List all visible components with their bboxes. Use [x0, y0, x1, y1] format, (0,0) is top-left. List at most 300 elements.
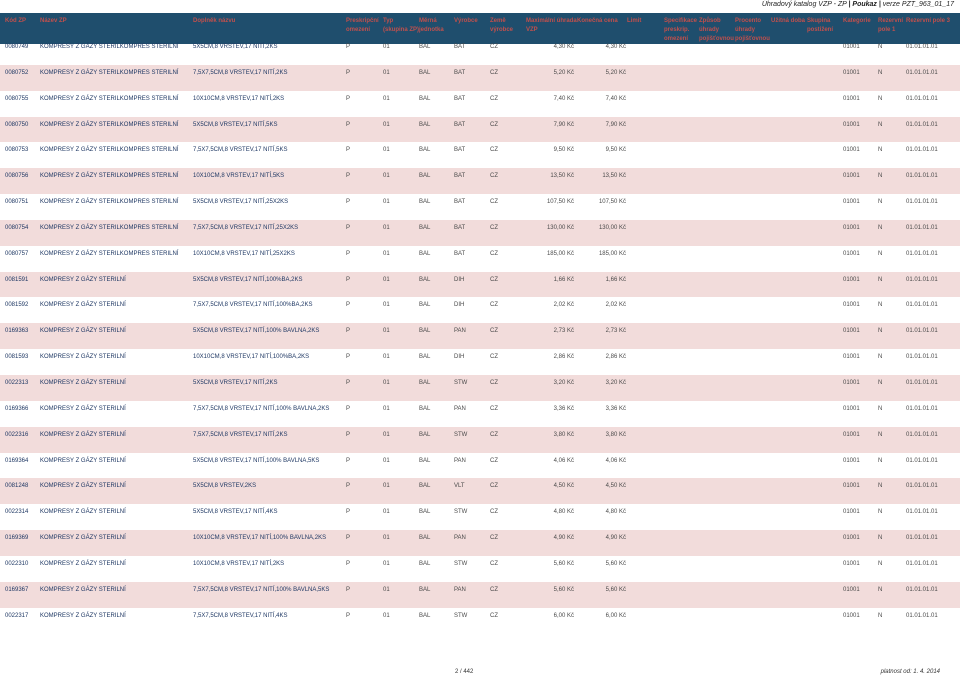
cell-rez3: 01.01.01.01 [906, 302, 938, 309]
cell-vyrobce: PAN [454, 457, 466, 464]
cell-kod: 0080757 [5, 250, 29, 257]
cell-rez3: 01.01.01.01 [906, 44, 938, 50]
cell-zeme: CZ [490, 483, 498, 490]
cell-doplnek: 10X10CM,8 VRSTEV,17 NITÍ,2KS [193, 560, 285, 567]
cell-max: 1,66 Kč [553, 276, 574, 283]
cell-rez3: 01.01.01.01 [906, 95, 938, 102]
cell-preskr: P [346, 431, 351, 438]
cell-nazev: KOMPRESY Z GÁZY STERILNÍ [40, 302, 126, 309]
cell-kategorie: 01001 [843, 302, 860, 309]
cell-kategorie: 01001 [843, 379, 860, 386]
cell-max: 2,86 Kč [553, 354, 574, 361]
cell-vyrobce: DIH [454, 354, 465, 361]
cell-preskr: P [346, 250, 351, 257]
cell-nazev: KOMPRESY Z GÁZY STERILKOMPRES STERILNÍ [40, 147, 179, 154]
cell-nazev: KOMPRESY Z GÁZY STERILNÍ [40, 276, 126, 283]
cell-nazev: KOMPRESY Z GÁZY STERILKOMPRES STERILNÍ [40, 95, 179, 102]
cell-kategorie: 01001 [843, 276, 860, 283]
cell-konecna: 4,50 Kč [605, 483, 626, 490]
cell-preskr: P [346, 276, 351, 283]
cell-vyrobce: STW [454, 509, 468, 516]
cell-merna: BAL [419, 560, 431, 567]
cell-typ: 01 [383, 95, 390, 102]
cell-zeme: CZ [490, 457, 498, 464]
cell-kategorie: 01001 [843, 535, 860, 542]
cell-typ: 01 [383, 121, 390, 128]
cell-kategorie: 01001 [843, 586, 860, 593]
cell-konecna: 2,86 Kč [605, 354, 626, 361]
table-row [0, 375, 960, 401]
cell-konecna: 3,80 Kč [605, 431, 626, 438]
cell-preskr: P [346, 147, 351, 154]
cell-konecna: 5,60 Kč [605, 586, 626, 593]
cell-merna: BAL [419, 147, 431, 154]
cell-merna: BAL [419, 224, 431, 231]
header-zeme: Země výrobce [490, 18, 514, 33]
cell-rez3: 01.01.01.01 [906, 121, 938, 128]
header-konecna: Konečná cena [577, 18, 618, 24]
cell-konecna: 130,00 Kč [598, 224, 626, 231]
cell-nazev: KOMPRESY Z GÁZY STERILNÍ [40, 560, 126, 567]
cell-typ: 01 [383, 431, 390, 438]
cell-rez1: N [878, 535, 883, 542]
cell-konecna: 4,90 Kč [605, 535, 626, 542]
header-uzitna: Užitná doba [771, 18, 805, 24]
cell-rez3: 01.01.01.01 [906, 173, 938, 180]
cell-rez3: 01.01.01.01 [906, 509, 938, 516]
cell-vyrobce: PAN [454, 535, 466, 542]
cell-rez1: N [878, 276, 883, 283]
cell-zeme: CZ [490, 612, 498, 619]
header-nazev: Název ZP [40, 18, 67, 24]
catalog-title: Úhradový katalog VZP - ZP [761, 1, 847, 8]
cell-rez1: N [878, 509, 883, 516]
cell-rez1: N [878, 483, 883, 490]
cell-rez3: 01.01.01.01 [906, 354, 938, 361]
cell-nazev: KOMPRESY Z GÁZY STERILNÍ [40, 612, 126, 619]
cell-merna: BAL [419, 276, 431, 283]
cell-kod: 0022313 [5, 379, 29, 386]
cell-rez1: N [878, 457, 883, 464]
cell-zeme: CZ [490, 199, 498, 206]
cell-nazev: KOMPRESY Z GÁZY STERILNÍ [40, 354, 126, 361]
cell-nazev: KOMPRESY Z GÁZY STERILNÍ [40, 328, 126, 335]
cell-max: 4,80 Kč [553, 509, 574, 516]
cell-max: 13,50 Kč [550, 173, 574, 180]
cell-max: 2,73 Kč [553, 328, 574, 335]
cell-doplnek: 7,5X7,5CM,8 VRSTEV,17 NITÍ,4KS [193, 612, 288, 619]
cell-vyrobce: BAT [454, 224, 466, 231]
cell-max: 9,50 Kč [553, 147, 574, 154]
cell-doplnek: 7,5X7,5CM,8 VRSTEV,17 NITÍ,25X2KS [193, 224, 299, 231]
cell-kod: 0022316 [5, 431, 29, 438]
cell-rez1: N [878, 586, 883, 593]
table-row [0, 194, 960, 220]
cell-rez1: N [878, 69, 883, 76]
cell-kategorie: 01001 [843, 44, 860, 50]
cell-max: 4,50 Kč [553, 483, 574, 490]
header-skupina: Skupina postižení [807, 18, 834, 33]
cell-konecna: 5,20 Kč [605, 69, 626, 76]
cell-preskr: P [346, 199, 351, 206]
cell-max: 7,40 Kč [553, 95, 574, 102]
cell-kategorie: 01001 [843, 431, 860, 438]
cell-konecna: 1,66 Kč [605, 276, 626, 283]
cell-kategorie: 01001 [843, 354, 860, 361]
cell-nazev: KOMPRESY Z GÁZY STERILNÍ [40, 535, 126, 542]
cell-vyrobce: PAN [454, 328, 466, 335]
cell-nazev: KOMPRESY Z GÁZY STERILKOMPRES STERILNÍ [40, 250, 179, 257]
cell-rez1: N [878, 560, 883, 567]
cell-max: 130,00 Kč [546, 224, 574, 231]
cell-preskr: P [346, 535, 351, 542]
table-row [0, 117, 960, 143]
cell-doplnek: 10X10CM,8 VRSTEV,17 NITÍ,25X2KS [193, 250, 295, 257]
cell-merna: BAL [419, 535, 431, 542]
cell-kategorie: 01001 [843, 224, 860, 231]
cell-doplnek: 5X5CM,8 VRSTEV,2KS [193, 483, 257, 490]
cell-typ: 01 [383, 560, 390, 567]
cell-konecna: 4,06 Kč [605, 457, 626, 464]
cell-vyrobce: BAT [454, 173, 466, 180]
cell-zeme: CZ [490, 560, 498, 567]
header-doplnek: Doplněk názvu [193, 18, 236, 24]
cell-kod: 0081592 [5, 302, 29, 309]
cell-max: 3,20 Kč [553, 379, 574, 386]
cell-kod: 0169369 [5, 535, 29, 542]
table-row [0, 323, 960, 349]
cell-kategorie: 01001 [843, 173, 860, 180]
cell-doplnek: 5X5CM,8 VRSTEV,17 NITÍ,25X2KS [193, 199, 289, 206]
page-number: 2 / 442 [455, 669, 474, 675]
cell-merna: BAL [419, 44, 431, 50]
cell-rez3: 01.01.01.01 [906, 612, 938, 619]
cell-rez1: N [878, 302, 883, 309]
cell-zeme: CZ [490, 354, 498, 361]
table-row [0, 39, 960, 65]
cell-rez1: N [878, 224, 883, 231]
table-row [0, 504, 960, 530]
cell-vyrobce: STW [454, 612, 468, 619]
cell-konecna: 7,90 Kč [605, 121, 626, 128]
cell-nazev: KOMPRESY Z GÁZY STERILKOMPRES STERILNÍ [40, 173, 179, 180]
cell-merna: BAL [419, 173, 431, 180]
cell-typ: 01 [383, 276, 390, 283]
cell-kod: 0080751 [5, 199, 29, 206]
cell-preskr: P [346, 173, 351, 180]
cell-rez3: 01.01.01.01 [906, 586, 938, 593]
header-kod: Kód ZP [5, 18, 26, 24]
cell-typ: 01 [383, 302, 390, 309]
cell-kod: 0081593 [5, 354, 29, 361]
cell-kod: 0022314 [5, 509, 29, 516]
table-row [0, 453, 960, 479]
cell-preskr: P [346, 95, 351, 102]
cell-konecna: 5,60 Kč [605, 560, 626, 567]
cell-konecna: 3,20 Kč [605, 379, 626, 386]
cell-typ: 01 [383, 147, 390, 154]
cell-rez3: 01.01.01.01 [906, 224, 938, 231]
cell-merna: BAL [419, 95, 431, 102]
cell-doplnek: 5X5CM,8 VRSTEV,17 NITÍ,100%BA,2KS [193, 276, 303, 283]
table-row [0, 427, 960, 453]
table-row [0, 142, 960, 168]
cell-zeme: CZ [490, 405, 498, 412]
cell-zeme: CZ [490, 95, 498, 102]
document-title: Úhradový katalog VZP - ZP | Poukaz | verze PZT_963_01_17 [761, 1, 954, 8]
cell-rez1: N [878, 379, 883, 386]
cell-nazev: KOMPRESY Z GÁZY STERILNÍ [40, 483, 126, 490]
cell-konecna: 13,50 Kč [602, 173, 626, 180]
cell-rez1: N [878, 44, 883, 50]
cell-nazev: KOMPRESY Z GÁZY STERILKOMPRES STERILNÍ [40, 199, 179, 206]
cell-vyrobce: DIH [454, 302, 465, 309]
cell-kod: 0022310 [5, 560, 29, 567]
cell-doplnek: 7,5X7,5CM,8 VRSTEV,17 NITÍ,5KS [193, 147, 288, 154]
cell-zeme: CZ [490, 586, 498, 593]
table-body [0, 39, 960, 633]
cell-doplnek: 7,5X7,5CM,8 VRSTEV,17 NITÍ,100%BA,2KS [193, 302, 313, 309]
cell-kod: 0081591 [5, 276, 29, 283]
cell-kod: 0080755 [5, 95, 29, 102]
table-row [0, 168, 960, 194]
cell-max: 185,00 Kč [546, 250, 574, 257]
table-row [0, 401, 960, 427]
cell-kod: 0080753 [5, 147, 29, 154]
cell-merna: BAL [419, 509, 431, 516]
header-spec: Specifikace preskrip. omezení [664, 18, 698, 42]
cell-merna: BAL [419, 302, 431, 309]
cell-konecna: 3,36 Kč [605, 405, 626, 412]
cell-merna: BAL [419, 69, 431, 76]
cell-kategorie: 01001 [843, 328, 860, 335]
cell-max: 5,60 Kč [553, 586, 574, 593]
cell-nazev: KOMPRESY Z GÁZY STERILKOMPRES STERILNÍ [40, 69, 179, 76]
cell-preskr: P [346, 44, 351, 50]
cell-typ: 01 [383, 457, 390, 464]
cell-typ: 01 [383, 69, 390, 76]
cell-kod: 0080749 [5, 44, 29, 50]
cell-preskr: P [346, 586, 351, 593]
cell-vyrobce: DIH [454, 276, 465, 283]
cell-zeme: CZ [490, 44, 498, 50]
cell-kategorie: 01001 [843, 457, 860, 464]
catalog-section: Poukaz [852, 1, 877, 8]
cell-max: 2,02 Kč [553, 302, 574, 309]
cell-rez1: N [878, 199, 883, 206]
cell-vyrobce: BAT [454, 199, 466, 206]
cell-merna: BAL [419, 483, 431, 490]
cell-doplnek: 10X10CM,8 VRSTEV,17 NITÍ,100% BAVLNA,2KS [193, 535, 327, 542]
cell-rez3: 01.01.01.01 [906, 69, 938, 76]
cell-preskr: P [346, 560, 351, 567]
header-typ: Typ (skupina ZP) [383, 18, 420, 33]
cell-rez1: N [878, 405, 883, 412]
cell-preskr: P [346, 612, 351, 619]
cell-doplnek: 5X5CM,8 VRSTEV,17 NITÍ,2KS [193, 379, 278, 386]
cell-kategorie: 01001 [843, 147, 860, 154]
cell-rez1: N [878, 121, 883, 128]
cell-kod: 0081248 [5, 483, 29, 490]
cell-zeme: CZ [490, 535, 498, 542]
cell-kategorie: 01001 [843, 199, 860, 206]
cell-max: 5,60 Kč [553, 560, 574, 567]
cell-max: 3,80 Kč [553, 431, 574, 438]
cell-merna: BAL [419, 431, 431, 438]
cell-vyrobce: BAT [454, 95, 466, 102]
cell-vyrobce: STW [454, 431, 468, 438]
cell-vyrobce: BAT [454, 121, 466, 128]
cell-kategorie: 01001 [843, 612, 860, 619]
cell-merna: BAL [419, 328, 431, 335]
table-row [0, 65, 960, 91]
header-rez3: Rezervní pole 3 [906, 18, 951, 24]
table-row [0, 556, 960, 582]
cell-rez3: 01.01.01.01 [906, 147, 938, 154]
cell-nazev: KOMPRESY Z GÁZY STERILNÍ [40, 379, 126, 386]
cell-kod: 0169367 [5, 586, 29, 593]
cell-konecna: 4,80 Kč [605, 509, 626, 516]
table-row [0, 608, 960, 634]
cell-kod: 0169366 [5, 405, 29, 412]
cell-konecna: 2,73 Kč [605, 328, 626, 335]
cell-rez3: 01.01.01.01 [906, 250, 938, 257]
cell-typ: 01 [383, 483, 390, 490]
catalog-version: verze PZT_963_01_17 [882, 1, 954, 8]
cell-max: 7,90 Kč [553, 121, 574, 128]
cell-merna: BAL [419, 586, 431, 593]
cell-kod: 0080752 [5, 69, 29, 76]
cell-doplnek: 7,5X7,5CM,8 VRSTEV,17 NITÍ,100% BAVLNA,5KS [193, 586, 330, 593]
cell-nazev: KOMPRESY Z GÁZY STERILNÍ [40, 509, 126, 516]
cell-merna: BAL [419, 457, 431, 464]
cell-doplnek: 5X5CM,8 VRSTEV,17 NITÍ,100% BAVLNA,2KS [193, 328, 320, 335]
header-kategorie: Kategorie [843, 18, 871, 24]
cell-nazev: KOMPRESY Z GÁZY STERILNÍ [40, 431, 126, 438]
table-row [0, 530, 960, 556]
cell-rez3: 01.01.01.01 [906, 457, 938, 464]
header-vyrobce: Výrobce [454, 18, 478, 24]
cell-typ: 01 [383, 586, 390, 593]
header-rez1: Rezervní pole 1 [878, 18, 904, 33]
cell-zeme: CZ [490, 147, 498, 154]
cell-konecna: 2,02 Kč [605, 302, 626, 309]
cell-doplnek: 7,5X7,5CM,8 VRSTEV,17 NITÍ,2KS [193, 431, 288, 438]
cell-zeme: CZ [490, 302, 498, 309]
cell-rez3: 01.01.01.01 [906, 483, 938, 490]
cell-zeme: CZ [490, 173, 498, 180]
cell-kod: 0080750 [5, 121, 29, 128]
cell-nazev: KOMPRESY Z GÁZY STERILKOMPRES STERILNÍ [40, 224, 179, 231]
cell-typ: 01 [383, 612, 390, 619]
cell-zeme: CZ [490, 276, 498, 283]
cell-max: 3,36 Kč [553, 405, 574, 412]
cell-kategorie: 01001 [843, 483, 860, 490]
cell-zeme: CZ [490, 431, 498, 438]
table-row [0, 220, 960, 246]
cell-preskr: P [346, 509, 351, 516]
cell-zeme: CZ [490, 509, 498, 516]
cell-typ: 01 [383, 199, 390, 206]
cell-konecna: 9,50 Kč [605, 147, 626, 154]
cell-rez3: 01.01.01.01 [906, 328, 938, 335]
table-row [0, 582, 960, 608]
cell-merna: BAL [419, 612, 431, 619]
cell-doplnek: 5X5CM,8 VRSTEV,17 NITÍ,2KS [193, 44, 278, 50]
cell-rez1: N [878, 250, 883, 257]
cell-vyrobce: BAT [454, 250, 466, 257]
cell-zeme: CZ [490, 250, 498, 257]
cell-kategorie: 01001 [843, 69, 860, 76]
cell-doplnek: 10X10CM,8 VRSTEV,17 NITÍ,5KS [193, 173, 285, 180]
cell-rez3: 01.01.01.01 [906, 276, 938, 283]
table-row [0, 246, 960, 272]
cell-zeme: CZ [490, 379, 498, 386]
cell-nazev: KOMPRESY Z GÁZY STERILNÍ [40, 457, 126, 464]
cell-rez1: N [878, 431, 883, 438]
cell-doplnek: 10X10CM,8 VRSTEV,17 NITÍ,2KS [193, 95, 285, 102]
cell-merna: BAL [419, 250, 431, 257]
cell-rez1: N [878, 612, 883, 619]
cell-doplnek: 7,5X7,5CM,8 VRSTEV,17 NITÍ,100% BAVLNA,2KS [193, 405, 330, 412]
cell-typ: 01 [383, 224, 390, 231]
cell-konecna: 6,00 Kč [605, 612, 626, 619]
cell-rez3: 01.01.01.01 [906, 535, 938, 542]
cell-rez1: N [878, 354, 883, 361]
cell-vyrobce: STW [454, 379, 468, 386]
cell-zeme: CZ [490, 224, 498, 231]
cell-typ: 01 [383, 250, 390, 257]
cell-nazev: KOMPRESY Z GÁZY STERILNÍ [40, 405, 126, 412]
header-preskr: Preskripční omezení [346, 18, 379, 33]
cell-doplnek: 5X5CM,8 VRSTEV,17 NITÍ,100% BAVLNA,5KS [193, 457, 320, 464]
header-max: Maximální úhrada VZP [526, 18, 577, 33]
cell-vyrobce: STW [454, 560, 468, 567]
cell-vyrobce: BAT [454, 44, 466, 50]
cell-merna: BAL [419, 405, 431, 412]
cell-kategorie: 01001 [843, 405, 860, 412]
cell-doplnek: 5X5CM,8 VRSTEV,17 NITÍ,5KS [193, 121, 278, 128]
cell-vyrobce: BAT [454, 69, 466, 76]
cell-merna: BAL [419, 354, 431, 361]
cell-typ: 01 [383, 379, 390, 386]
cell-typ: 01 [383, 509, 390, 516]
cell-konecna: 185,00 Kč [598, 250, 626, 257]
cell-rez3: 01.01.01.01 [906, 405, 938, 412]
cell-preskr: P [346, 457, 351, 464]
cell-zeme: CZ [490, 69, 498, 76]
cell-rez1: N [878, 328, 883, 335]
header-merna: Měrná jednotka [419, 18, 444, 33]
cell-konecna: 107,50 Kč [598, 199, 626, 206]
cell-merna: BAL [419, 379, 431, 386]
table-row [0, 91, 960, 117]
cell-merna: BAL [419, 199, 431, 206]
cell-typ: 01 [383, 405, 390, 412]
cell-kategorie: 01001 [843, 250, 860, 257]
cell-typ: 01 [383, 328, 390, 335]
cell-max: 5,20 Kč [553, 69, 574, 76]
cell-typ: 01 [383, 535, 390, 542]
cell-kategorie: 01001 [843, 560, 860, 567]
cell-doplnek: 5X5CM,8 VRSTEV,17 NITÍ,4KS [193, 509, 278, 516]
cell-zeme: CZ [490, 328, 498, 335]
cell-preskr: P [346, 69, 351, 76]
header-procento: Procento úhrady pojišťovnou [735, 18, 770, 42]
cell-konecna: 4,30 Kč [605, 44, 626, 50]
header-zpusob: Způsob úhrady pojišťovnou [699, 18, 734, 42]
cell-vyrobce: PAN [454, 405, 466, 412]
